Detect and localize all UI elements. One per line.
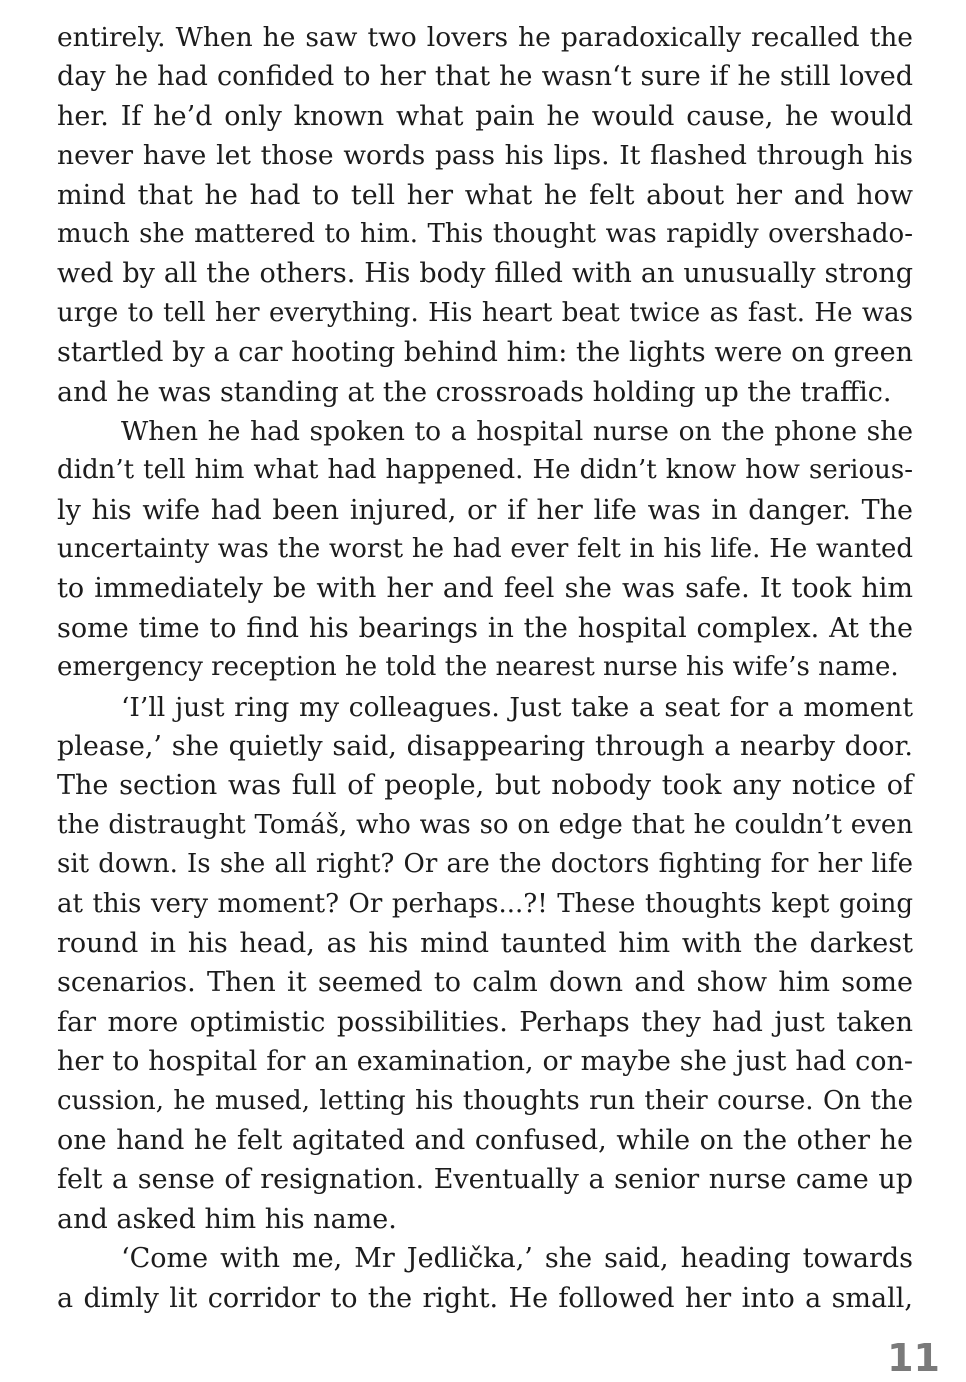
text-line: at this very moment? Or perhaps...?! These thoughts kept going bbox=[57, 888, 913, 919]
text-line: her to hospital for an examination, or maybe she just had con- bbox=[57, 1046, 913, 1078]
text-line: entirely. When he saw two lovers he paradoxically recalled the bbox=[57, 22, 913, 53]
body-text bbox=[57, 18, 913, 1318]
text-line: ly his wife had been injured, or if her life was in danger. The bbox=[57, 494, 913, 526]
text-line: ‘Come with me, Mr Jedlička,’ she said, heading towards bbox=[121, 1243, 913, 1275]
text-line: never have let those words pass his lips. It flashed through his bbox=[57, 140, 913, 172]
text-line: and asked him his name. bbox=[57, 1203, 397, 1235]
text-line: far more optimistic possibilities. Perhaps they had just taken bbox=[57, 1006, 913, 1038]
text-line: some time to find his bearings in the hospital complex. At the bbox=[57, 612, 913, 644]
text-line: uncertainty was the worst he had ever felt in his life. He wanted bbox=[57, 534, 913, 565]
text-line: much she mattered to him. This thought was rapidly overshado- bbox=[57, 218, 913, 249]
text-line: one hand he felt agitated and confused, while on the other he bbox=[57, 1124, 913, 1156]
text-line: ‘I’ll just ring my colleagues. Just take a seat for a moment bbox=[121, 691, 913, 723]
text-line: mind that he had to tell her what he felt about her and how bbox=[57, 179, 913, 211]
text-line: a dimly lit corridor to the right. He followed her into a small, bbox=[57, 1282, 913, 1314]
text-line: urge to tell her everything. His heart beat twice as fast. He was bbox=[57, 297, 913, 328]
text-line: emergency reception he told the nearest nurse his wife’s name. bbox=[57, 652, 899, 683]
page-number: 11 bbox=[887, 1336, 940, 1380]
text-line: day he had confided to her that he wasn‘t sure if he still loved bbox=[57, 61, 913, 93]
text-line: The section was full of people, but nobody took any notice of bbox=[57, 770, 913, 802]
text-line: wed by all the others. His body filled with an unusually strong bbox=[57, 258, 913, 290]
paragraph bbox=[57, 18, 913, 412]
text-line: to immediately be with her and feel she was safe. It took him bbox=[57, 573, 913, 605]
text-line: and he was standing at the crossroads holding up the traffic. bbox=[57, 376, 892, 408]
paragraph bbox=[57, 1239, 913, 1318]
text-line: When he had spoken to a hospital nurse on the phone she bbox=[121, 415, 913, 447]
text-line: scenarios. Then it seemed to calm down and show him some bbox=[57, 967, 913, 999]
paragraph bbox=[57, 412, 913, 688]
text-line: her. If he’d only known what pain he would cause, he would bbox=[57, 100, 913, 132]
text-line: didn’t tell him what had happened. He didn’t know how serious- bbox=[57, 455, 913, 486]
text-line: round in his head, as his mind taunted him with the darkest bbox=[57, 927, 913, 959]
text-line: cussion, he mused, letting his thoughts run their course. On the bbox=[57, 1085, 913, 1116]
text-line: startled by a car hooting behind him: the lights were on green bbox=[57, 337, 913, 369]
text-line: please,’ she quietly said, disappearing through a nearby door. bbox=[57, 731, 913, 763]
text-line: the distraught Tomáš, who was so on edge that he couldn’t even bbox=[57, 809, 913, 840]
text-line: felt a sense of resignation. Eventually a senior nurse came up bbox=[57, 1164, 913, 1196]
text-line: sit down. Is she all right? Or are the doctors fighting for her life bbox=[57, 849, 913, 880]
paragraph bbox=[57, 688, 913, 1239]
